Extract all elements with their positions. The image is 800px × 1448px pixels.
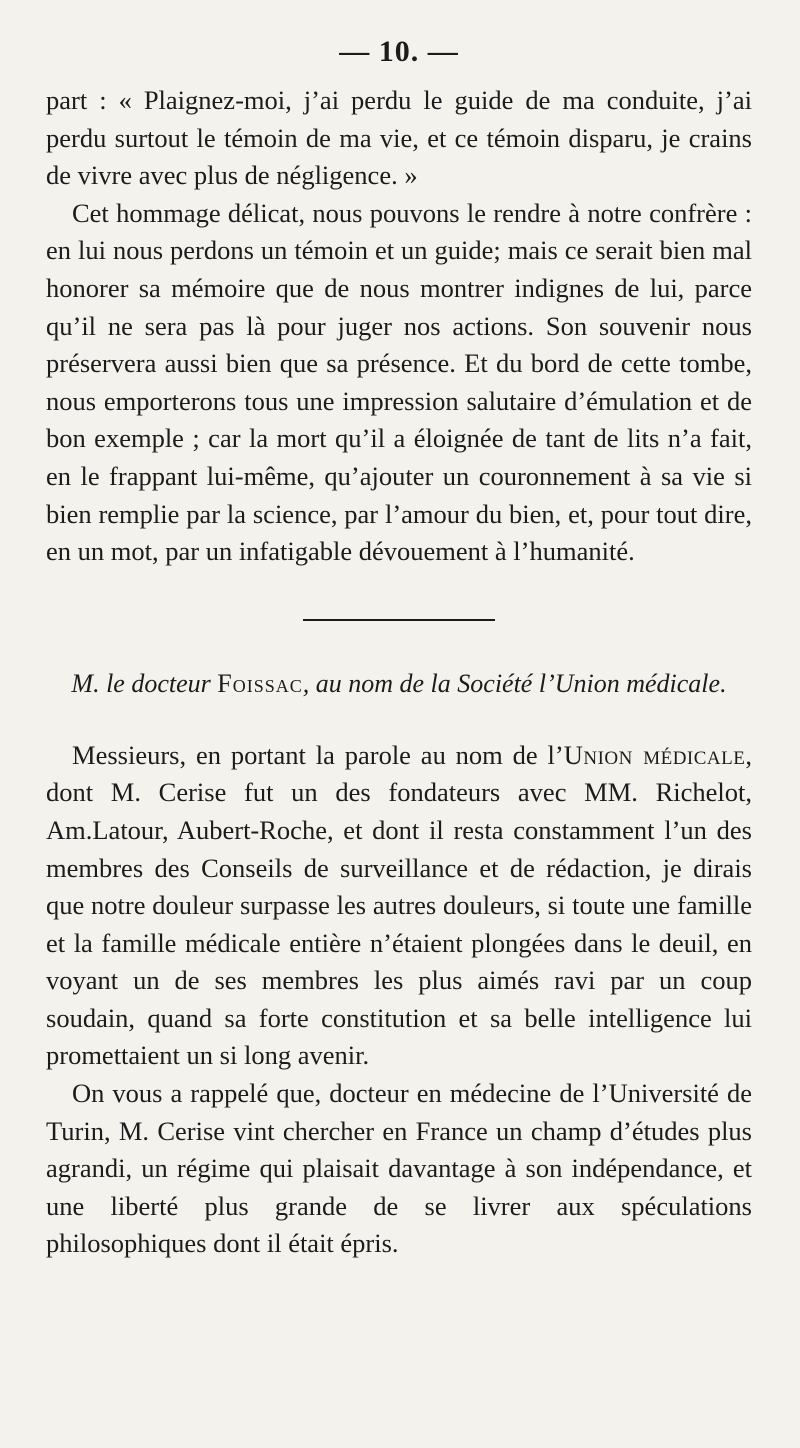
union-medicale-name: Union médicale [563,739,746,770]
page-number: — 10. — [339,35,459,68]
heading-suffix: , au nom de la Société l’Union médicale. [302,668,727,698]
paragraph-turin: On vous a rappelé que, docteur en médecine de l’Université de Turin, M. Cerise vint chercher en France un champ d’études plus agrandi, un régime qui plaisait davantage à son indépendance, et une liberté plus grande de se livrer aux spéculations philosophiques dont il était épris. [46,1078,752,1259]
paragraph-tribute: Cet hommage délicat, nous pouvons le rendre à notre confrère : en lui nous perdons un témoin et un guide; mais ce serait bien mal honorer sa mémoire que de nous montrer indignes de lui, parce qu’il ne sera pas là pour juger nos actions. Son souvenir nous préservera aussi bien que sa présence. Et du bord de cette tombe, nous emporterons tous une impression salutaire d’émulation et de bon exemple ; car la mort qu’il a éloignée de tant de lits n’a fait, en le frappant lui-même, qu’ajouter un couronnement à sa vie si bien remplie par la science, par l’amour du bien, et, pour tout dire, en un mot, par un infatigable dévouement à l’humanité. [46,197,752,567]
section-divider [303,619,495,621]
paragraph-messieurs [46,737,752,1075]
paragraph-continuation: part : « Plaignez-moi, j’ai perdu le guide de ma conduite, j’ai perdu surtout le témoin de ma vie, et ce témoin disparu, je crains de vivre avec plus de négligence. » [46,85,752,191]
heading-name: Foissac [217,668,303,698]
paragraph-messieurs-start: Messieurs, en portant la parole au nom de l’ [72,739,564,770]
heading-prefix: M. le docteur [71,668,218,698]
section-heading [46,665,752,703]
paragraph-messieurs-rest: , dont M. Cerise fut un des fondateurs avec MM. Richelot, Am.Latour, Aubert-Roche, et dont il resta constamment l’un des membres des Conseils de surveillance et de rédaction, je dirais que notre douleur surpasse les autres douleurs, si toute une famille et la famille médicale entière n’étaient plongées dans le deuil, en voyant un de ses membres les plus aimés ravi par un coup soudain, quand sa forte constitution et sa belle intelligence lui promettaient un si long avenir. [46,739,752,1071]
